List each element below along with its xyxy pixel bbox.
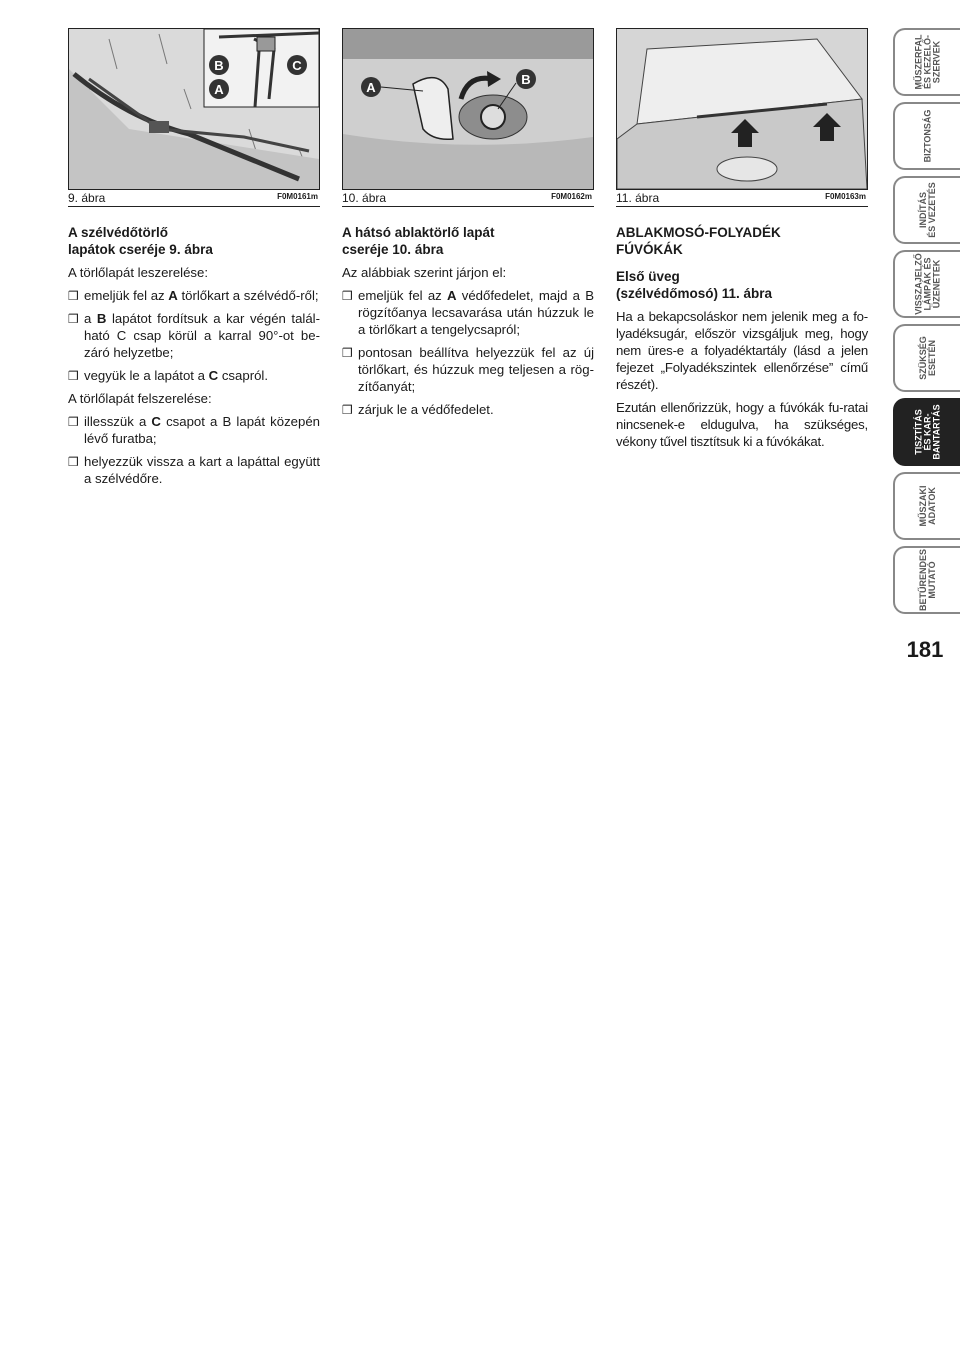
- paragraph: Ha a bekapcsoláskor nem jelenik meg a fo-lyadéksugár, először vizsgáljuk meg, hogy nem üres-e a folyadéktartály (lásd a jelen fejezet „Folyadékszintek ellenőrzése” című részét).: [616, 309, 868, 392]
- svg-text:B: B: [214, 58, 224, 73]
- figure-number: 9. ábra: [68, 191, 106, 205]
- bullet-icon: ❒: [68, 289, 79, 303]
- tab-index[interactable]: [893, 546, 960, 614]
- tab-label: MŰSZERFAL ÉS KEZELŐ- SZERVEK: [913, 34, 941, 90]
- figure-10-rear-wiper: [342, 28, 594, 190]
- list-item: ❒ helyezzük vissza a kart a lapáttal együtt a szélvédőre.: [68, 454, 320, 486]
- section-heading: ABLAKMOSÓ-FOLYADÉK FÚVÓKÁK: [616, 225, 781, 257]
- figure-10-caption: [342, 190, 594, 207]
- svg-text:B: B: [521, 72, 531, 87]
- bullet-icon: ❒: [68, 415, 79, 429]
- figure-number: 10. ábra: [342, 191, 387, 205]
- removal-steps: [68, 287, 320, 384]
- install-title: A törlőlapát felszerelése:: [68, 391, 212, 406]
- tab-care-maintenance[interactable]: [893, 398, 960, 466]
- tab-label: BETŰRENDES MUTATÓ: [917, 548, 937, 612]
- list-item: ❒ vegyük le a lapátot a C csapról.: [68, 368, 269, 383]
- callout-c: [287, 55, 307, 75]
- bullet-icon: ❒: [68, 369, 79, 383]
- svg-text:A: A: [214, 82, 224, 97]
- tab-safety[interactable]: [893, 102, 960, 170]
- install-steps: [68, 413, 320, 487]
- rear-steps: [342, 287, 594, 418]
- bullet-icon: ❒: [342, 289, 353, 303]
- list-item: ❒ a B lapátot fordítsuk a kar végén talál-ható C csap körül a karral 90°-ot be-záró helyzetbe;: [68, 311, 321, 360]
- tab-dashboard[interactable]: [893, 28, 960, 96]
- list-item: ❒ pontosan beállítva helyezzük fel az új törlőkart, és húzzuk meg teljesen a rög-zítőanyát;: [342, 345, 594, 394]
- page-number: 181: [906, 637, 944, 662]
- tab-emergency[interactable]: [893, 324, 960, 392]
- figure-9-caption: [68, 190, 320, 207]
- bullet-icon: ❒: [68, 312, 79, 326]
- bullet-icon: ❒: [68, 455, 79, 469]
- bullet-icon: ❒: [342, 346, 353, 360]
- section-heading: A hátsó ablaktörlő lapát cseréje 10. ábra: [342, 225, 495, 257]
- list-item: ❒ emeljük fel az A törlőkart a szélvédő-ről;: [68, 288, 319, 303]
- svg-text:C: C: [292, 58, 302, 73]
- callout-b: [516, 69, 536, 89]
- tab-label: VISSZAJELZŐ LÁMPÁK ÉS ÜZENETEK: [913, 253, 941, 315]
- intro-text: Az alábbiak szerint járjon el:: [342, 265, 507, 280]
- removal-title: A törlőlapát leszerelése:: [68, 265, 209, 280]
- list-item: ❒ illesszük a C csapot a B lapát közepén lévő furatba;: [68, 414, 321, 446]
- tab-warning-lights[interactable]: [893, 250, 960, 318]
- callout-a: [209, 79, 229, 99]
- figure-code: F0M0163m: [825, 192, 866, 201]
- list-item: ❒ emeljük fel az A védőfedelet, majd a B rögzítőanya lecsavarása után húzzuk le a törlőkart a tengelycsapról;: [342, 288, 594, 337]
- tab-label: INDÍTÁS ÉS VEZETÉS: [917, 182, 937, 238]
- figure-11-caption: [616, 190, 868, 207]
- section-heading: A szélvédőtörlő lapátok cseréje 9. ábra: [68, 225, 213, 257]
- figure-number: 11. ábra: [616, 191, 660, 205]
- paragraph: Ezután ellenőrizzük, hogy a fúvókák fu-ratai nincsenek-e eldugulva, ha szükséges, vékony tűvel tisztítsuk ki a fúvókákat.: [616, 400, 868, 449]
- svg-text:A: A: [366, 80, 376, 95]
- tab-label: BIZTONSÁG: [922, 109, 932, 163]
- tab-label: SZÜKSÉG ESETÉN: [917, 336, 937, 380]
- list-item: ❒ zárjuk le a védőfedelet.: [342, 402, 494, 417]
- callout-b: [209, 55, 229, 75]
- column-washer-nozzles: [616, 224, 868, 456]
- figure-11-washer-nozzles: [616, 28, 868, 190]
- figure-code: F0M0162m: [551, 192, 592, 201]
- tab-technical-data[interactable]: [893, 472, 960, 540]
- callout-a: [361, 77, 381, 97]
- column-front-wiper: [68, 224, 320, 493]
- subsection-heading: Első üveg (szélvédőmosó) 11. ábra: [616, 269, 773, 301]
- tab-label: TISZTÍTÁS ÉS KAR- BANTARTÁS: [913, 404, 941, 460]
- figure-9-wiper-blade: [68, 28, 320, 190]
- tab-starting-driving[interactable]: [893, 176, 960, 244]
- figure-code: F0M0161m: [277, 192, 318, 201]
- column-rear-wiper: [342, 224, 594, 424]
- tab-label: MŰSZAKI ADATOK: [917, 485, 937, 527]
- bullet-icon: ❒: [342, 403, 353, 417]
